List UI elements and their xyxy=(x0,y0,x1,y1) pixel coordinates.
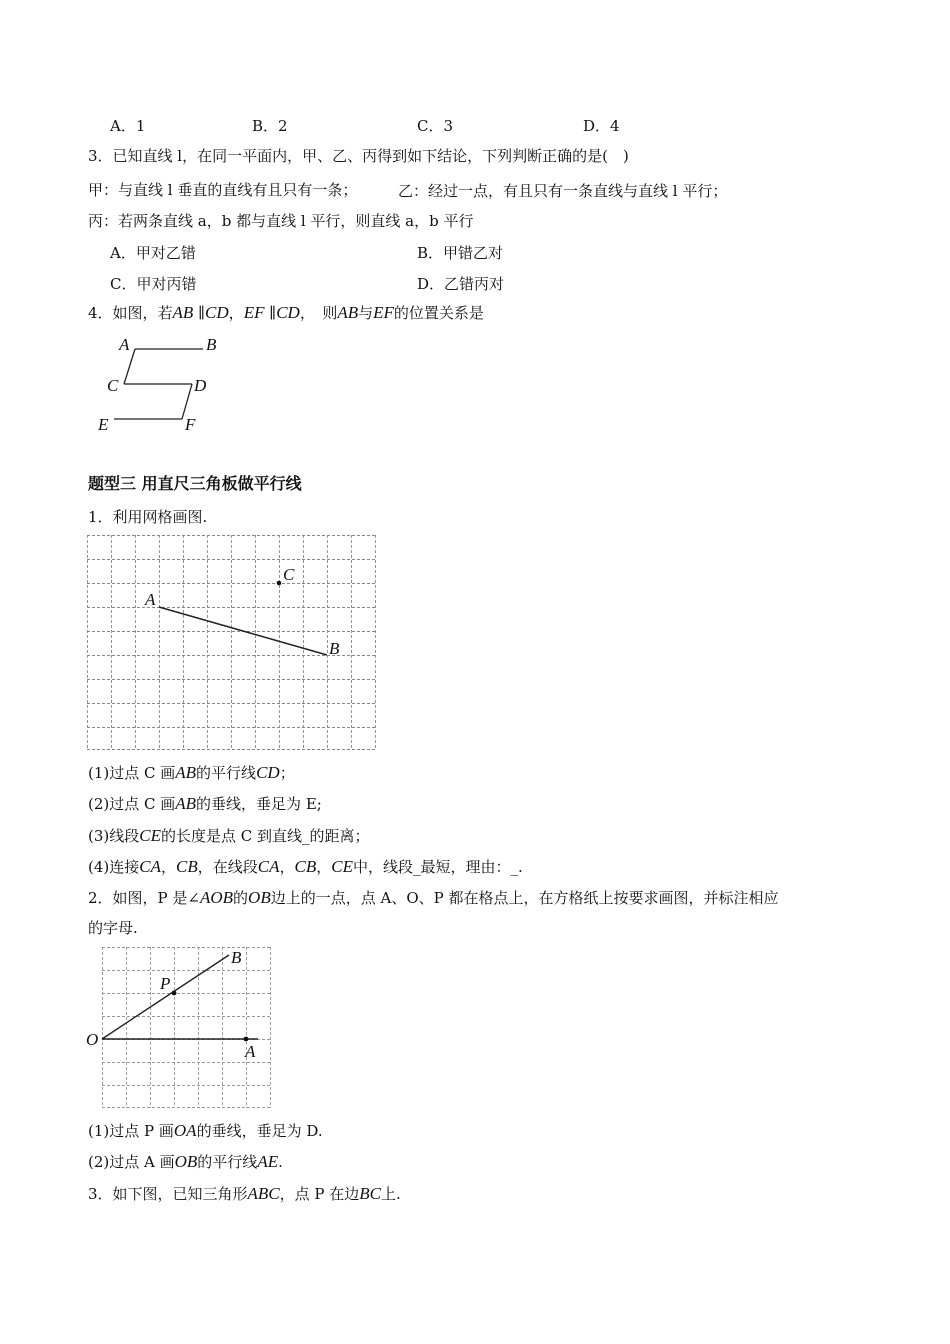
q3-option-b: B．甲错乙对 xyxy=(417,244,504,262)
p1-stem: 1．利用网格画图. xyxy=(88,508,208,526)
q4-label-f: F xyxy=(185,415,196,434)
q3-statement-bing: 丙：若两条直线 a，b 都与直线 l 平行，则直线 a，b 平行 xyxy=(88,212,474,230)
p2-grid xyxy=(102,947,271,1108)
q4-stem: 4．如图，若AB ∥CD，EF ∥CD， 则AB与EF的位置关系是 xyxy=(88,303,484,322)
q2-option-c: C．3 xyxy=(417,117,454,135)
p1-point-c xyxy=(277,581,282,586)
p3-stem: 3．如下图，已知三角形ABC，点 P 在边BC上. xyxy=(88,1184,401,1203)
p2-stem-line2: 的字母. xyxy=(88,919,138,937)
p2-label-p: P xyxy=(160,974,171,993)
q4-figure xyxy=(90,330,230,440)
p1-segment-ab xyxy=(159,607,327,655)
q3-option-d: D．乙错丙对 xyxy=(417,275,505,293)
section-heading: 题型三 用直尺三角板做平行线 xyxy=(88,474,302,493)
q4-label-c: C xyxy=(107,376,119,395)
q4-label-e: E xyxy=(98,415,109,434)
p1-subq-1: (1)过点 C 画AB的平行线CD； xyxy=(88,763,295,782)
p1-subq-3: (3)线段CE的长度是点 C 到直线_的距离； xyxy=(88,826,370,845)
q4-label-d: D xyxy=(194,376,207,395)
p2-label-b: B xyxy=(231,948,242,967)
q3-statement-jia: 甲：与直线 l 垂直的直线有且只有一条； xyxy=(88,181,358,199)
p1-subq-4: (4)连接CA，CB，在线段CA，CB，CE中，线段_最短，理由：_. xyxy=(88,857,523,876)
p1-label-a: A xyxy=(145,590,156,609)
p2-label-a: A xyxy=(245,1042,256,1061)
p1-subq-2: (2)过点 C 画AB的垂线，垂足为 E; xyxy=(88,794,322,813)
p1-label-c: C xyxy=(283,565,295,584)
q3-option-c: C．甲对丙错 xyxy=(110,275,197,293)
q2-option-a: A．1 xyxy=(110,117,146,135)
p2-label-o: O xyxy=(86,1030,99,1049)
p2-point-a xyxy=(244,1037,249,1042)
q4-label-b: B xyxy=(206,335,217,354)
q3-stem: 3．已知直线 l，在同一平面内，甲、乙、丙得到如下结论，下列判断正确的是( ) xyxy=(88,147,629,165)
q2-option-b: B．2 xyxy=(252,117,288,135)
p2-grid-figure xyxy=(84,945,274,1111)
p2-point-p xyxy=(172,991,177,996)
p2-stem-line1: 2．如图，P 是∠AOB的OB边上的一点，点 A、O、P 都在格点上，在方格纸上按要求画图，并标注相应 xyxy=(88,888,779,907)
p1-grid-figure xyxy=(87,535,377,751)
p2-ray-ob xyxy=(102,955,229,1039)
p1-label-b: B xyxy=(329,639,340,658)
p2-subq-1: (1)过点 P 画OA的垂线，垂足为 D. xyxy=(88,1121,323,1140)
q3-statement-yi: 乙：经过一点，有且只有一条直线与直线 l 平行； xyxy=(398,182,728,200)
p2-subq-2: (2)过点 A 画OB的平行线AE. xyxy=(88,1152,283,1171)
q3-option-a: A．甲对乙错 xyxy=(110,244,196,262)
q4-label-a: A xyxy=(119,335,130,354)
q2-option-d: D．4 xyxy=(583,117,620,135)
